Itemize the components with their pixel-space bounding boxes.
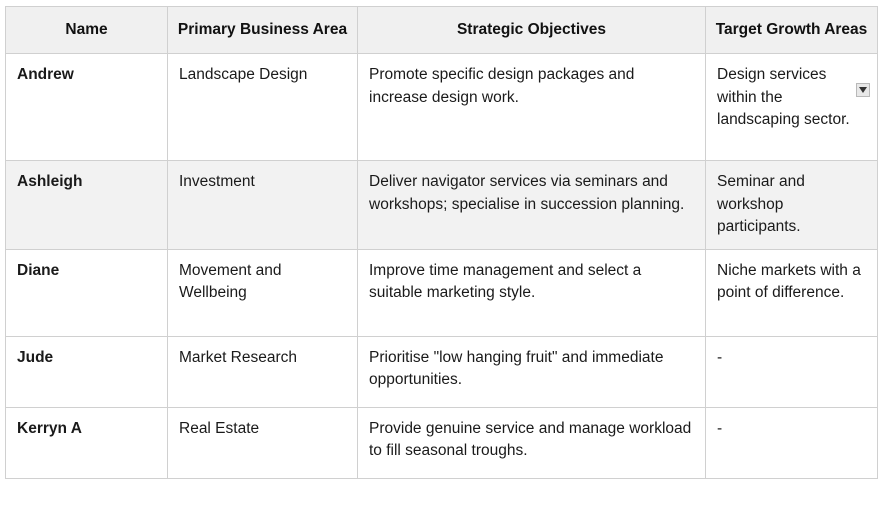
cell-target-growth-areas: -	[706, 336, 878, 407]
header-row	[6, 7, 878, 54]
people-strategy-table	[5, 6, 878, 479]
table-container	[0, 6, 882, 525]
cell-primary-business-area: Landscape Design	[168, 54, 358, 161]
cell-strategic-objectives: Promote specific design packages and increase design work.	[358, 54, 706, 161]
cell-strategic-objectives: Deliver navigator services via seminars and workshops; specialise in succession planning.	[358, 161, 706, 249]
cell-name: Kerryn A	[6, 407, 168, 478]
chevron-down-icon[interactable]	[856, 83, 870, 97]
table-header	[6, 7, 878, 54]
cell-name: Ashleigh	[6, 161, 168, 249]
column-header-strategic-objectives: Strategic Objectives	[358, 7, 706, 54]
cell-strategic-objectives: Improve time management and select a suitable marketing style.	[358, 249, 706, 336]
cell-strategic-objectives: Provide genuine service and manage workload to fill seasonal troughs.	[358, 407, 706, 478]
cell-primary-business-area: Market Research	[168, 336, 358, 407]
column-header-target-growth-areas: Target Growth Areas	[706, 7, 878, 54]
cell-primary-business-area: Investment	[168, 161, 358, 249]
column-header-name: Name	[6, 7, 168, 54]
cell-target-growth-areas: Seminar and workshop participants.	[706, 161, 878, 249]
table-row	[6, 249, 878, 336]
column-header-primary-business-area: Primary Business Area	[168, 7, 358, 54]
cell-primary-business-area: Movement and Wellbeing	[168, 249, 358, 336]
cell-name: Andrew	[6, 54, 168, 161]
table-row	[6, 54, 878, 161]
cell-target-growth-areas: Design services within the landscaping sector.	[706, 54, 878, 161]
table-row	[6, 407, 878, 478]
cell-name: Jude	[6, 336, 168, 407]
table-body	[6, 54, 878, 478]
table-row	[6, 336, 878, 407]
cell-strategic-objectives: Prioritise "low hanging fruit" and immediate opportunities.	[358, 336, 706, 407]
cell-name: Diane	[6, 249, 168, 336]
cell-target-growth-areas: Niche markets with a point of difference.	[706, 249, 878, 336]
table-row	[6, 161, 878, 249]
cell-primary-business-area: Real Estate	[168, 407, 358, 478]
cell-target-growth-areas: -	[706, 407, 878, 478]
